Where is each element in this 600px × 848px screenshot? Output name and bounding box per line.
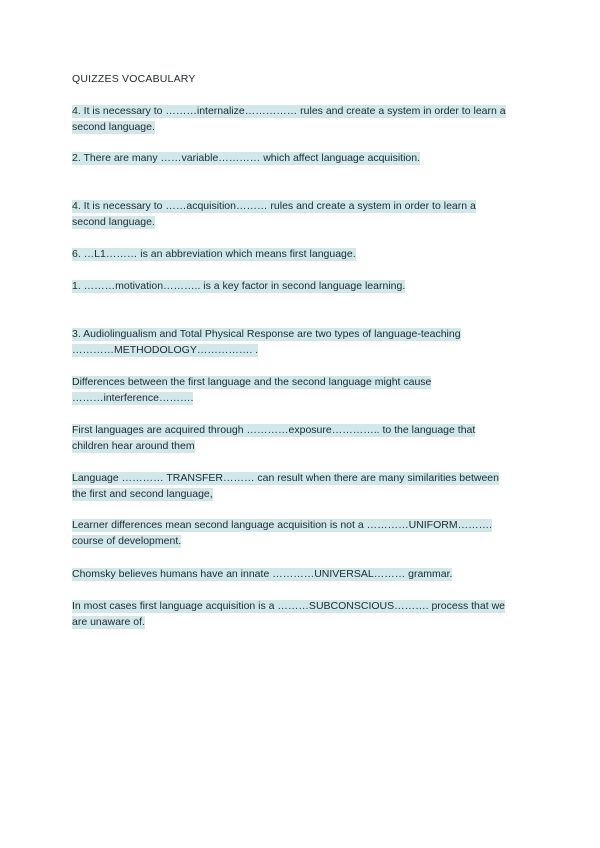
quiz-item <box>72 518 532 549</box>
highlighted-line: In most cases first language acquisition is a ………SUBCONSCIOUS………. process that we <box>72 600 505 612</box>
highlighted-line: ………interference………. <box>72 391 194 404</box>
highlighted-line: 2. There are many ……variable………… which affect language acquisition. <box>72 152 421 164</box>
highlighted-line: Language ………… TRANSFER……… can result when there are many similarities between <box>72 472 499 484</box>
highlighted-line: course of development. <box>72 534 182 547</box>
highlighted-line: 1. ………motivation……….. is a key factor in second language learning. <box>72 280 406 292</box>
highlighted-line: second language. <box>72 120 155 133</box>
quiz-item <box>72 375 532 406</box>
quiz-item <box>72 471 532 502</box>
highlighted-line: children hear around them <box>72 439 195 452</box>
highlighted-line: Differences between the first language and the second language might cause <box>72 376 432 388</box>
highlighted-line: First languages are acquired through …………exposure………….. to the language that <box>72 424 476 436</box>
quiz-item <box>72 279 532 295</box>
quiz-item <box>72 151 532 167</box>
highlighted-line: Learner differences mean second language acquisition is not a …………UNIFORM………. <box>72 519 492 531</box>
quiz-item <box>72 104 532 135</box>
quiz-item <box>72 199 532 230</box>
document-title: QUIZZES VOCABULARY <box>72 73 196 85</box>
highlighted-line: are unaware of. <box>72 615 145 628</box>
highlighted-line: 4. It is necessary to ……acquisition……… rules and create a system in order to learn a <box>72 200 476 212</box>
highlighted-line: …………METHODOLOGY……………. . <box>72 343 259 356</box>
highlighted-line: 6. …L1……… is an abbreviation which means first language. <box>72 248 356 260</box>
highlighted-line: 4. It is necessary to ………internalize…………… rules and create a system in order to learn a <box>72 105 506 117</box>
quiz-item <box>72 327 532 358</box>
highlighted-line: Chomsky believes humans have an innate …………UNIVERSAL……… grammar. <box>72 568 453 580</box>
quiz-item <box>72 423 532 454</box>
quiz-item <box>72 247 532 263</box>
highlighted-line: the first and second language, <box>72 487 213 500</box>
highlighted-line: second language. <box>72 215 155 228</box>
quiz-item <box>72 567 532 583</box>
quiz-item <box>72 599 532 630</box>
highlighted-line: 3. Audiolingualism and Total Physical Response are two types of language-teaching <box>72 328 461 340</box>
